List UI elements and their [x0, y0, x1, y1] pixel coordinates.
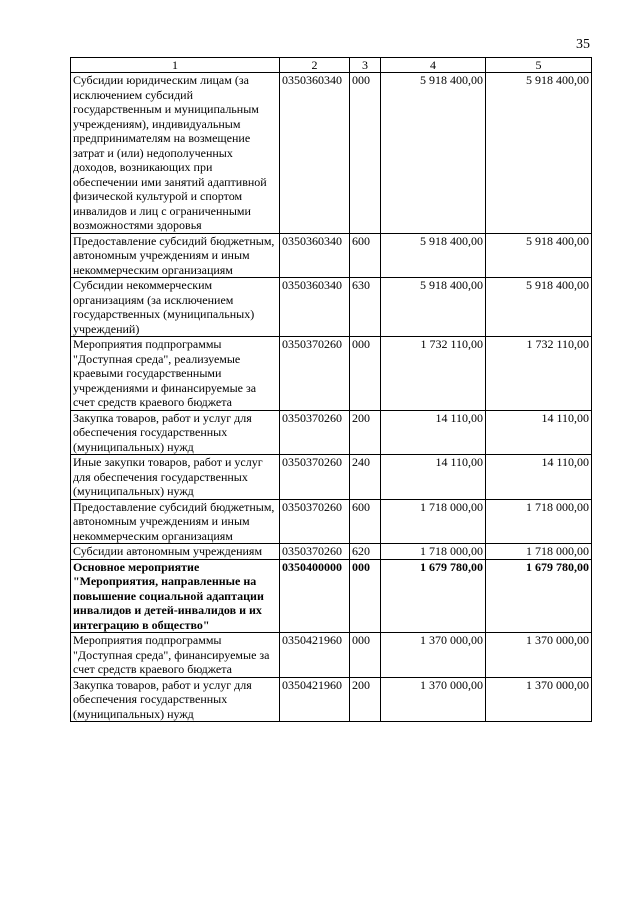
header-col-3: 3 [350, 58, 381, 73]
row-csr-cell: 0350370260 [280, 410, 350, 455]
table-header-row [71, 58, 592, 73]
row-name-cell: Иные закупки товаров, работ и услуг для обеспечения государственных (муниципальных) нужд [71, 455, 280, 500]
table-row [71, 499, 592, 544]
row-sum-2024-cell: 5 918 400,00 [486, 278, 592, 337]
table-row [71, 233, 592, 278]
budget-table [70, 57, 592, 722]
row-vr-cell: 200 [350, 677, 381, 722]
row-vr-cell: 600 [350, 499, 381, 544]
row-vr-cell: 000 [350, 633, 381, 678]
row-sum-2023-cell: 1 679 780,00 [381, 559, 486, 633]
header-col-4: 4 [381, 58, 486, 73]
row-sum-2023-cell: 14 110,00 [381, 455, 486, 500]
table-row [71, 544, 592, 560]
row-csr-cell: 0350360340 [280, 233, 350, 278]
row-sum-2023-cell: 1 370 000,00 [381, 677, 486, 722]
table-row [71, 559, 592, 633]
row-name-cell: Предоставление субсидий бюджетным, автономным учреждениям и иным некоммерческим организациям [71, 233, 280, 278]
row-csr-cell: 0350360340 [280, 278, 350, 337]
row-name-cell: Мероприятия подпрограммы "Доступная среда", финансируемые за счет средств краевого бюджета [71, 633, 280, 678]
row-sum-2024-cell: 1 718 000,00 [486, 499, 592, 544]
row-name-cell: Мероприятия подпрограммы "Доступная среда", реализуемые краевыми государственными учреждениями и финансируемые за счет средств краевого бюджета [71, 337, 280, 411]
table-row [71, 73, 592, 234]
row-csr-cell: 0350370260 [280, 337, 350, 411]
row-name-cell: Основное мероприятие "Мероприятия, направленные на повышение социальной адаптации инвалидов и детей-инвалидов и их интеграцию в общество" [71, 559, 280, 633]
row-sum-2023-cell: 1 718 000,00 [381, 499, 486, 544]
row-vr-cell: 200 [350, 410, 381, 455]
row-sum-2023-cell: 1 370 000,00 [381, 633, 486, 678]
row-csr-cell: 0350370260 [280, 499, 350, 544]
row-sum-2024-cell: 5 918 400,00 [486, 233, 592, 278]
row-csr-cell: 0350370260 [280, 544, 350, 560]
row-sum-2023-cell: 5 918 400,00 [381, 278, 486, 337]
row-vr-cell: 000 [350, 559, 381, 633]
row-vr-cell: 620 [350, 544, 381, 560]
row-name-cell: Субсидии автономным учреждениям [71, 544, 280, 560]
row-sum-2023-cell: 1 718 000,00 [381, 544, 486, 560]
row-sum-2024-cell: 1 718 000,00 [486, 544, 592, 560]
row-sum-2024-cell: 1 679 780,00 [486, 559, 592, 633]
row-csr-cell: 0350400000 [280, 559, 350, 633]
row-vr-cell: 630 [350, 278, 381, 337]
row-name-cell: Закупка товаров, работ и услуг для обеспечения государственных (муниципальных) нужд [71, 677, 280, 722]
row-sum-2024-cell: 1 732 110,00 [486, 337, 592, 411]
header-col-2: 2 [280, 58, 350, 73]
row-sum-2024-cell: 1 370 000,00 [486, 677, 592, 722]
row-csr-cell: 0350360340 [280, 73, 350, 234]
row-vr-cell: 000 [350, 73, 381, 234]
row-sum-2023-cell: 5 918 400,00 [381, 233, 486, 278]
page-number: 35 [576, 37, 590, 52]
table-row [71, 278, 592, 337]
row-name-cell: Закупка товаров, работ и услуг для обеспечения государственных (муниципальных) нужд [71, 410, 280, 455]
table-row [71, 410, 592, 455]
row-name-cell: Предоставление субсидий бюджетным, автономным учреждениям и иным некоммерческим организациям [71, 499, 280, 544]
table-row [71, 633, 592, 678]
row-name-cell: Субсидии юридическим лицам (за исключением субсидий государственным и муниципальным учреждениям), индивидуальным предпринимателям на возмещение затрат и (или) недополученных доходов, возникающих при обеспечении ими занятий адаптивной физической культурой и спортом инвалидов и лиц с ограниченными возможностями здоровья [71, 73, 280, 234]
row-vr-cell: 240 [350, 455, 381, 500]
header-col-5: 5 [486, 58, 592, 73]
row-csr-cell: 0350370260 [280, 455, 350, 500]
row-vr-cell: 000 [350, 337, 381, 411]
row-sum-2024-cell: 5 918 400,00 [486, 73, 592, 234]
row-sum-2024-cell: 14 110,00 [486, 455, 592, 500]
table-row [71, 337, 592, 411]
row-csr-cell: 0350421960 [280, 677, 350, 722]
row-sum-2023-cell: 1 732 110,00 [381, 337, 486, 411]
row-sum-2024-cell: 14 110,00 [486, 410, 592, 455]
row-name-cell: Субсидии некоммерческим организациям (за исключением государственных (муниципальных) учреждений) [71, 278, 280, 337]
table-row [71, 677, 592, 722]
row-vr-cell: 600 [350, 233, 381, 278]
row-sum-2024-cell: 1 370 000,00 [486, 633, 592, 678]
header-col-1: 1 [71, 58, 280, 73]
table-row [71, 455, 592, 500]
row-csr-cell: 0350421960 [280, 633, 350, 678]
row-sum-2023-cell: 5 918 400,00 [381, 73, 486, 234]
row-sum-2023-cell: 14 110,00 [381, 410, 486, 455]
